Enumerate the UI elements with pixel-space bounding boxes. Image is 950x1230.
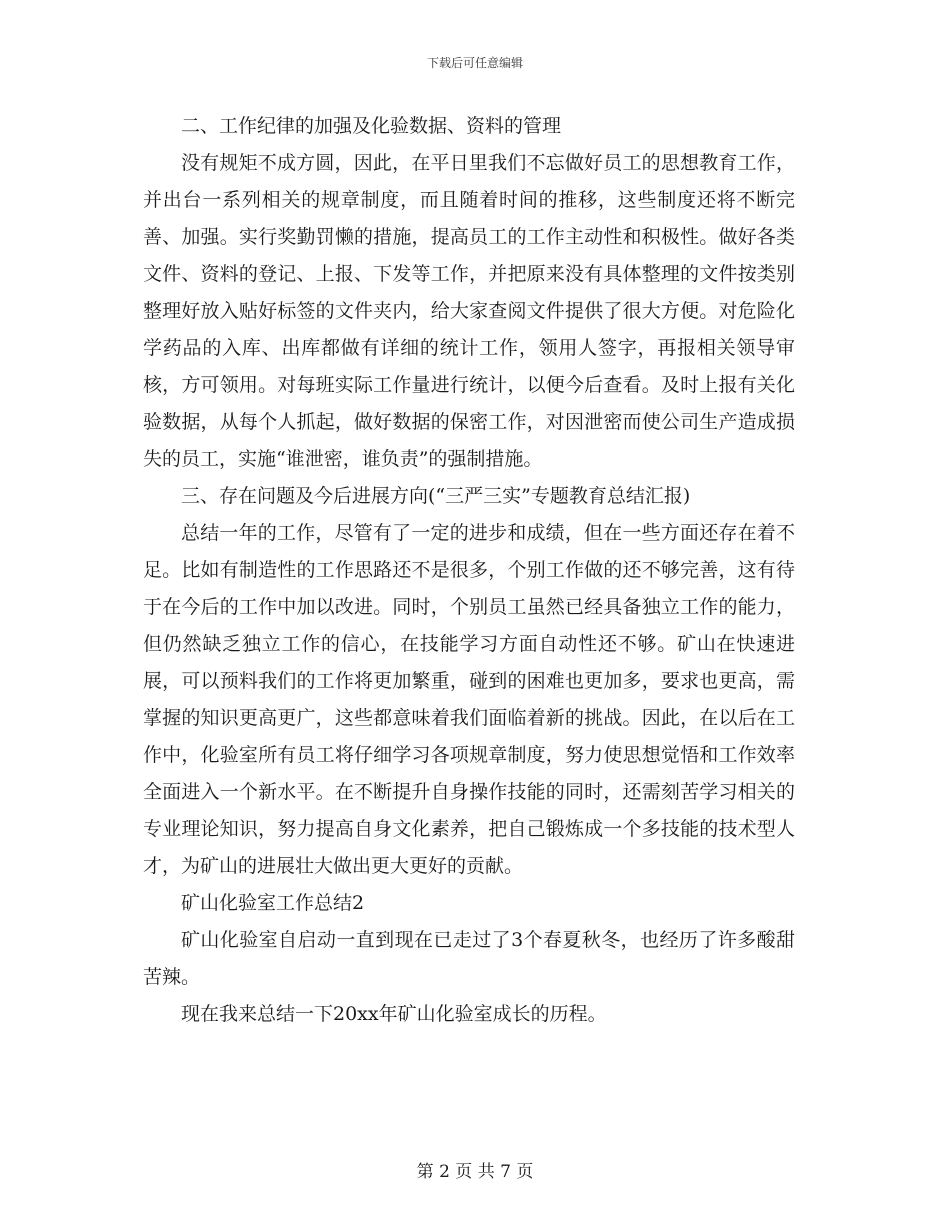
- section-heading-3: 三、存在问题及今后进展方向(“三严三实”专题教育总结汇报): [181, 485, 691, 507]
- page-header-note: 下载后可任意编辑: [426, 56, 523, 70]
- page-number: 第 2 页 共 7 页: [416, 1162, 534, 1182]
- document-body: [143, 108, 795, 1033]
- document-title-2: 矿山化验室工作总结2: [181, 892, 365, 914]
- paragraph-intro: 矿山化验室自启动一直到现在已走过了3个春夏秋冬，也经历了许多酸甜苦辣。: [143, 929, 795, 988]
- paragraph-discipline: 没有规矩不成方圆，因此，在平日里我们不忘做好员工的思想教育工作，并出台一系列相关的规章制度，而且随着时间的推移，这些制度还将不断完善、加强。实行奖勤罚懒的措施，提高员工的工作主动性和积极性。做好各类文件、资料的登记、上报、下发等工作，并把原来没有具体整理的文件按类别整理好放入贴好标签的文件夹内，给大家查阅文件提供了很大方便。对危险化学药品的入库、出库都做有详细的统计工作，领用人签字，再报相关领导审核，方可领用。对每班实际工作量进行统计，以便今后查看。及时上报有关化验数据，从每个人抓起，做好数据的保密工作，对因泄密而使公司生产造成损失的员工，实施“谁泄密，谁负责”的强制措施。: [143, 152, 795, 470]
- section-heading-2: 二、工作纪律的加强及化验数据、资料的管理: [181, 115, 562, 137]
- paragraph-problems: 总结一年的工作，尽管有了一定的进步和成绩，但在一些方面还存在着不足。比如有制造性的工作思路还不是很多，个别工作做的还不够完善，这有待于在今后的工作中加以改进。同时，个别员工虽然已经具备独立工作的能力，但仍然缺乏独立工作的信心，在技能学习方面自动性还不够。矿山在快速进展，可以预料我们的工作将更加繁重，碰到的困难也更加多，要求也更高，需掌握的知识更高更广，这些都意味着我们面临着新的挑战。因此，在以后在工作中，化验室所有员工将仔细学习各项规章制度，努力使思想觉悟和工作效率全面进入一个新水平。在不断提升自身操作技能的同时，还需刻苦学习相关的专业理论知识，努力提高自身文化素养，把自己锻炼成一个多技能的技术型人才，为矿山的进展壮大做出更大更好的贡献。: [143, 522, 795, 877]
- paragraph-summary-start: 现在我来总结一下20xx年矿山化验室成长的历程。: [181, 1003, 607, 1025]
